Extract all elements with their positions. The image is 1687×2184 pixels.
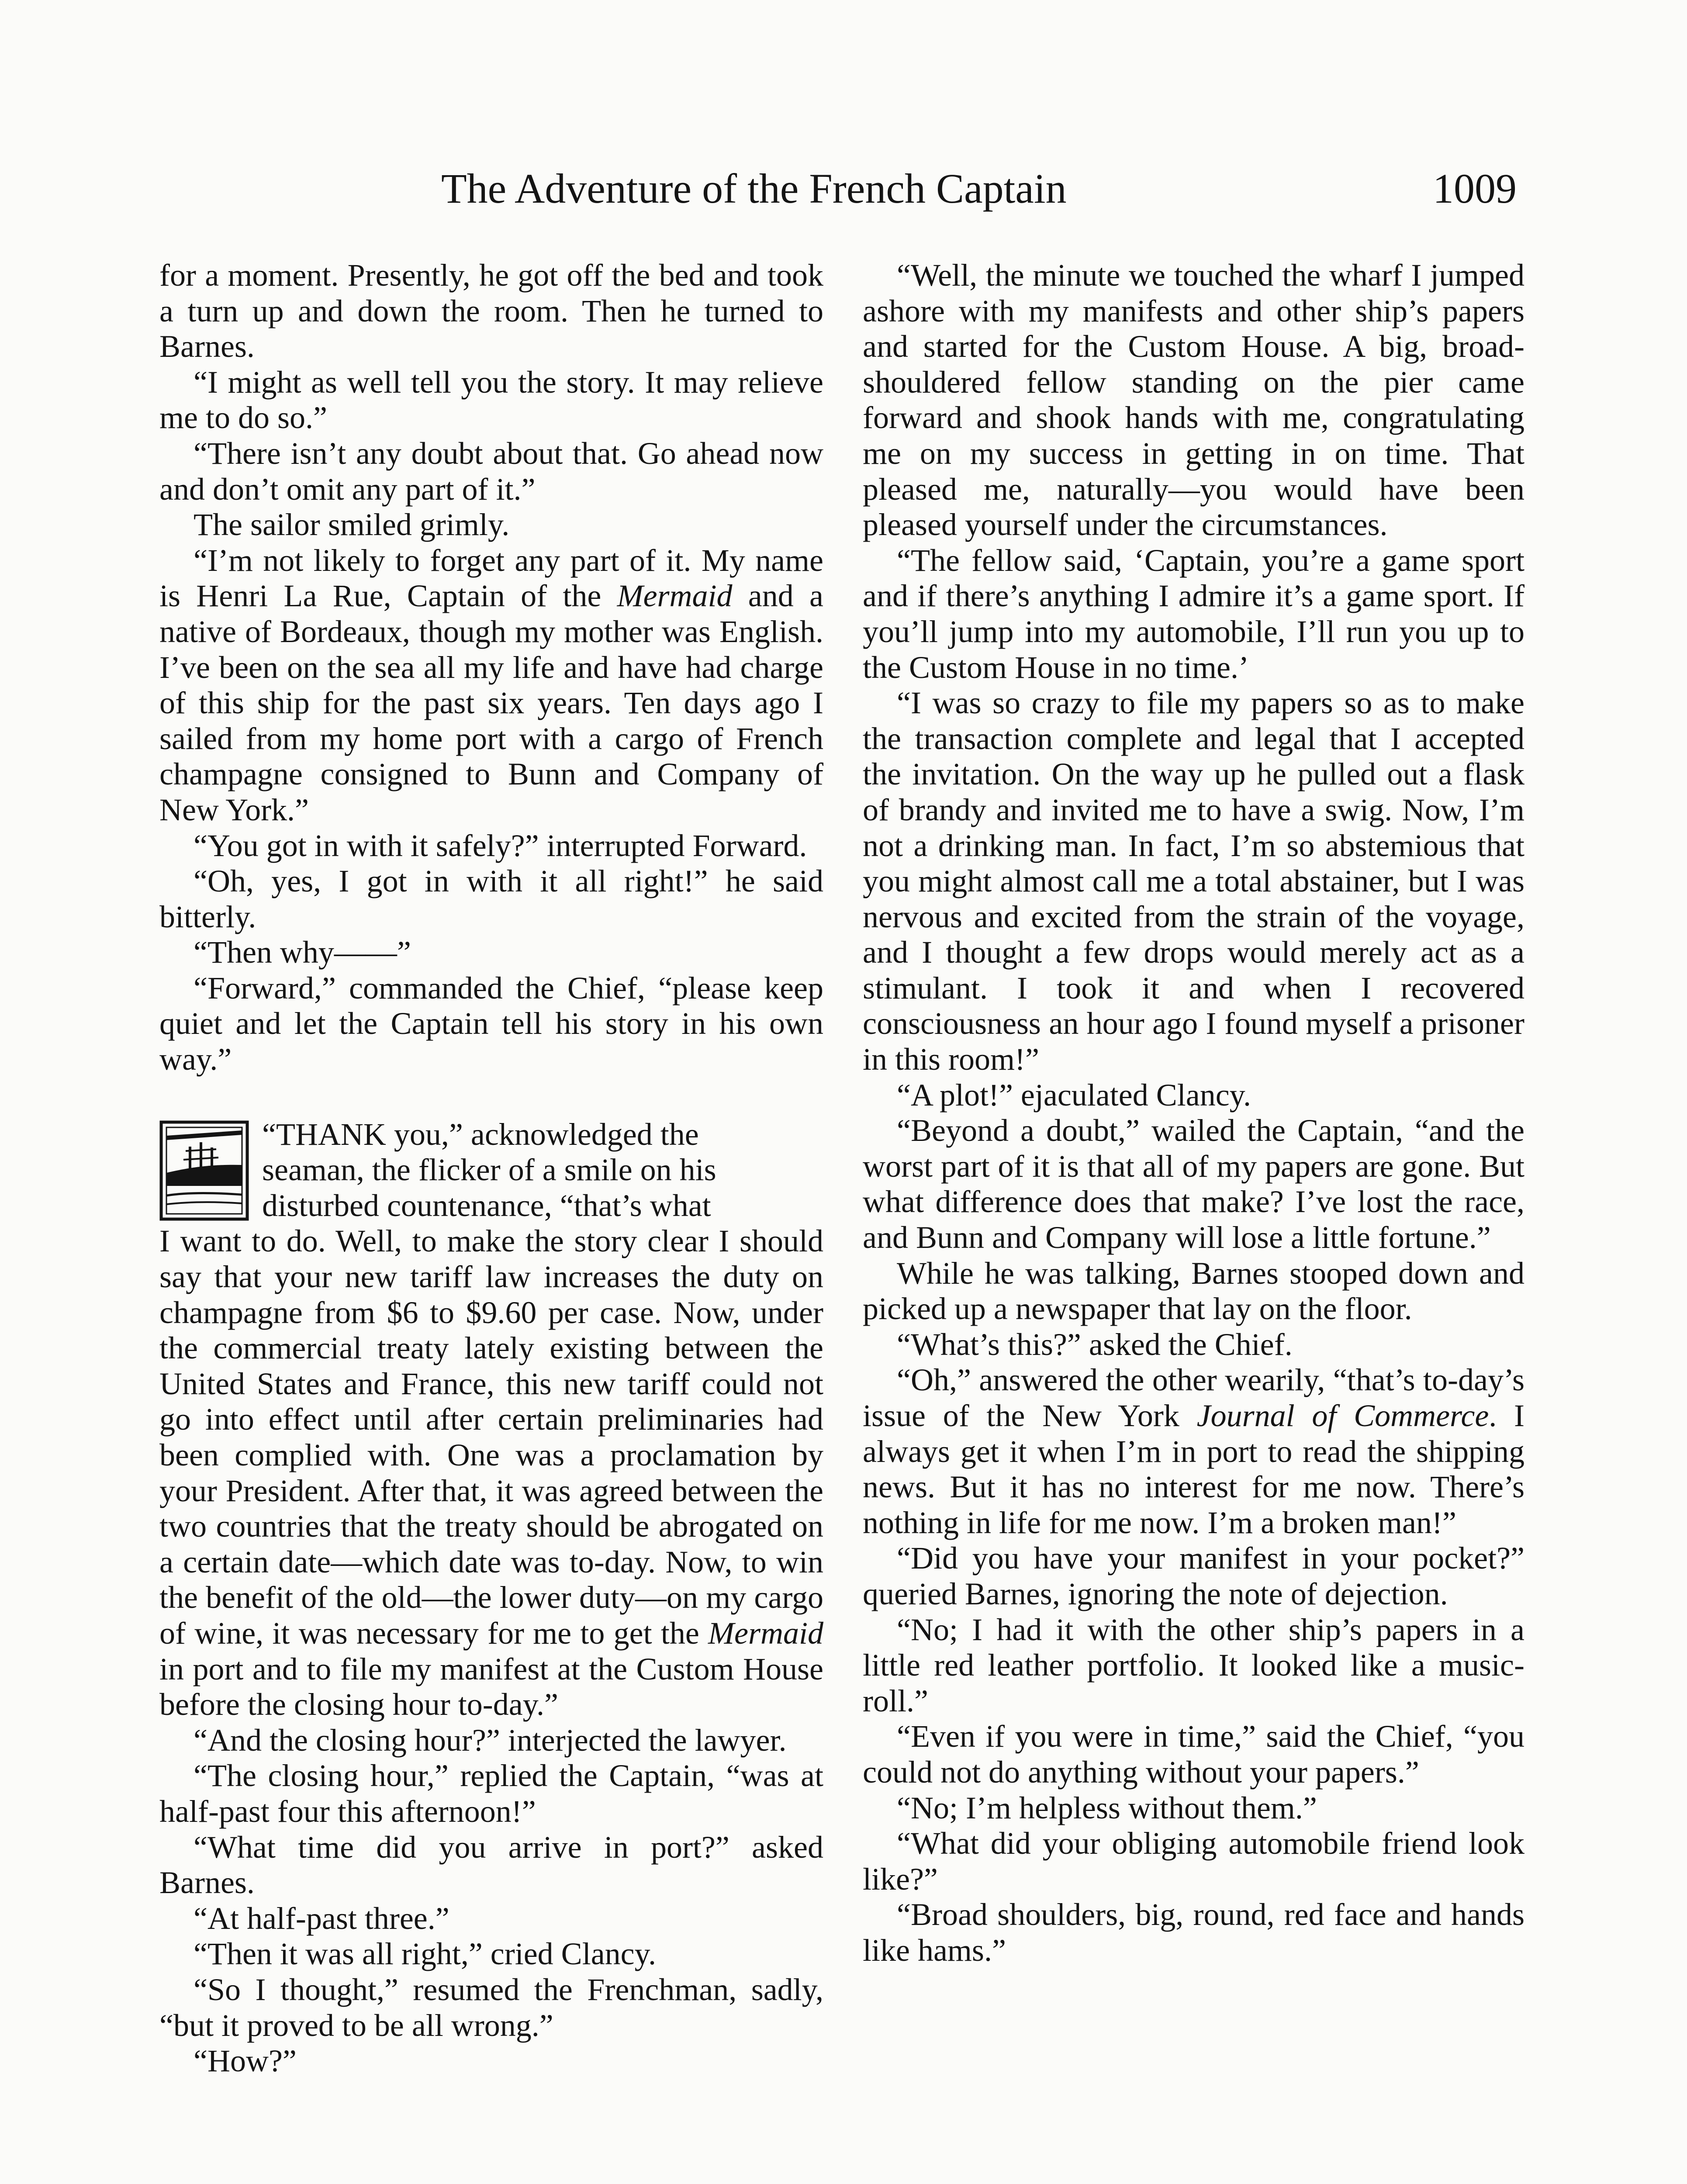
paragraph: “Then why——” [194, 935, 411, 970]
drop-line: “THANK you,” acknowledged the [262, 1116, 699, 1152]
right-column [863, 258, 1525, 1969]
ship-name: Mermaid [617, 578, 733, 614]
paragraph: “Broad shoulders, big, round, red face and hands like hams.” [863, 1897, 1525, 1968]
page-title: The Adventure of the French Captain [441, 165, 1067, 212]
paragraph: “Then it was all right,” cried Clancy. [194, 1936, 656, 1972]
left-column [159, 258, 823, 2079]
paragraph: “A plot!” ejaculated Clancy. [897, 1077, 1251, 1113]
paragraph: “No; I’m helpless without them.” [897, 1790, 1317, 1825]
paragraph: “The fellow said, ‘Captain, you’re a game sport and if there’s anything I admire it’s a game sport. If you’ll jump into my automobile, I’ll run you up to the Custom House in no time.’ [863, 543, 1525, 685]
text-run: . I always get it when I’m in port to read the shipping news. But it has no interest for me now. There’s nothing in life for me now. I’m a broken man!” [863, 1398, 1525, 1540]
paragraph: “There isn’t any doubt about that. Go ahead now and don’t omit any part of it.” [159, 435, 823, 507]
paragraph: “Well, the minute we touched the wharf I jumped ashore with my manifests and other ship’s papers and started for the Custom House. A big, broad-shouldered fellow standing on the pier came forward and shook hands with me, congratulating me on my success in getting in on time. That pleased me, naturally—you would have been pleased yourself under the circumstances. [863, 258, 1525, 543]
paragraph: “Did you have your manifest in your pocket?” queried Barnes, ignoring the note of dejection. [863, 1541, 1525, 1611]
text-run: in port and to file my manifest at the Custom House before the closing hour to-day.” [159, 1651, 823, 1722]
text-run: I want to do. Well, to make the story clear I should say that your new tariff law increases the duty on champagne from $6 to $9.60 per case. Now, under the commercial treaty lately existing between the United States and France, this new tariff could not go into effect until after certain preliminaries had been complied with. One was a proclamation by your President. After that, it was agreed between the two countries that the treaty should be abrogated on a certain date—which date was to-day. Now, to win the benefit of the old—the lower duty—on my cargo of wine, it was necessary for me to get the [159, 1223, 823, 1651]
ship-name: Mermaid [708, 1615, 823, 1651]
paragraph: While he was talking, Barnes stooped down and picked up a newspaper that lay on the floor. [863, 1255, 1525, 1327]
drop-line: seaman, the flicker of a smile on his [262, 1152, 716, 1188]
paragraph: “No; I had it with the other ship’s papers in a little red leather portfolio. It looked like a music-roll.” [863, 1612, 1525, 1718]
paragraph [159, 543, 823, 828]
paragraph: “You got in with it safely?” interrupted Forward. [194, 828, 807, 863]
paragraph: “So I thought,” resumed the Frenchman, sadly, “but it proved to be all wrong.” [159, 1972, 823, 2043]
paragraph [159, 1223, 823, 1722]
paragraph: “At half-past three.” [194, 1901, 449, 1936]
page-number: 1009 [1433, 165, 1517, 212]
paragraph [863, 1362, 1525, 1541]
paragraph: “The closing hour,” replied the Captain, “was at half-past four this afternoon!” [159, 1758, 823, 1829]
paragraph: “Beyond a doubt,” wailed the Captain, “and the worst part of it is that all of my papers are gone. But what difference does that make? I’ve lost the race, and Bunn and Company will lose a little fortune.” [863, 1113, 1525, 1255]
paragraph: “And the closing hour?” interjected the lawyer. [194, 1722, 787, 1758]
paragraph: “I might as well tell you the story. It may relieve me to do so.” [159, 364, 823, 435]
text-run: and a native of Bordeaux, though my mother was English. I’ve been on the sea all my life and have had charge of this ship for the past six years. Ten days ago I sailed from my home port with a cargo of French champagne consigned to Bunn and Company of New York.” [159, 578, 823, 827]
paragraph: The sailor smiled grimly. [194, 507, 510, 543]
paragraph: “How?” [194, 2043, 297, 2079]
paragraph: “Forward,” commanded the Chief, “please keep quiet and let the Captain tell his story in his own way.” [159, 970, 823, 1077]
paragraph: “What’s this?” asked the Chief. [897, 1327, 1293, 1362]
paragraph: “Oh, yes, I got in with it all right!” he said bitterly. [159, 864, 823, 934]
text-run: “Oh,” answered the other wearily, “that’s to-day’s issue of the New York [863, 1362, 1525, 1433]
paragraph: for a moment. Presently, he got off the bed and took a turn up and down the room. Then he turned to Barnes. [159, 258, 823, 364]
paragraph: “What did your obliging automobile friend look like?” [863, 1826, 1525, 1897]
paragraph: “What time did you arrive in port?” asked Barnes. [159, 1829, 823, 1901]
section-start [159, 1117, 823, 1723]
paragraph: “Even if you were in time,” said the Chief, “you could not do anything without your papers.” [863, 1719, 1525, 1790]
paragraph: “I was so crazy to file my papers so as to make the transaction complete and legal that I accepted the invitation. On the way up he pulled out a flask of brandy and invited me to have a swig. Now, I’m not a drinking man. In fact, I’m so abstemious that you might almost call me a total abstainer, but I was nervous and excited from the strain of the voyage, and I thought a few drops would merely act as a stimulant. I took it and when I recovered consciousness an hour ago I found myself a prisoner in this room!” [863, 685, 1525, 1077]
ship-vignette-icon [159, 1120, 249, 1221]
newspaper-title: Journal of Commerce [1196, 1398, 1489, 1433]
drop-line: disturbed countenance, “that’s what [262, 1188, 711, 1223]
text-run: “I’m not likely to forget any part of it. My name is Henri La Rue, Captain of the [159, 543, 823, 614]
